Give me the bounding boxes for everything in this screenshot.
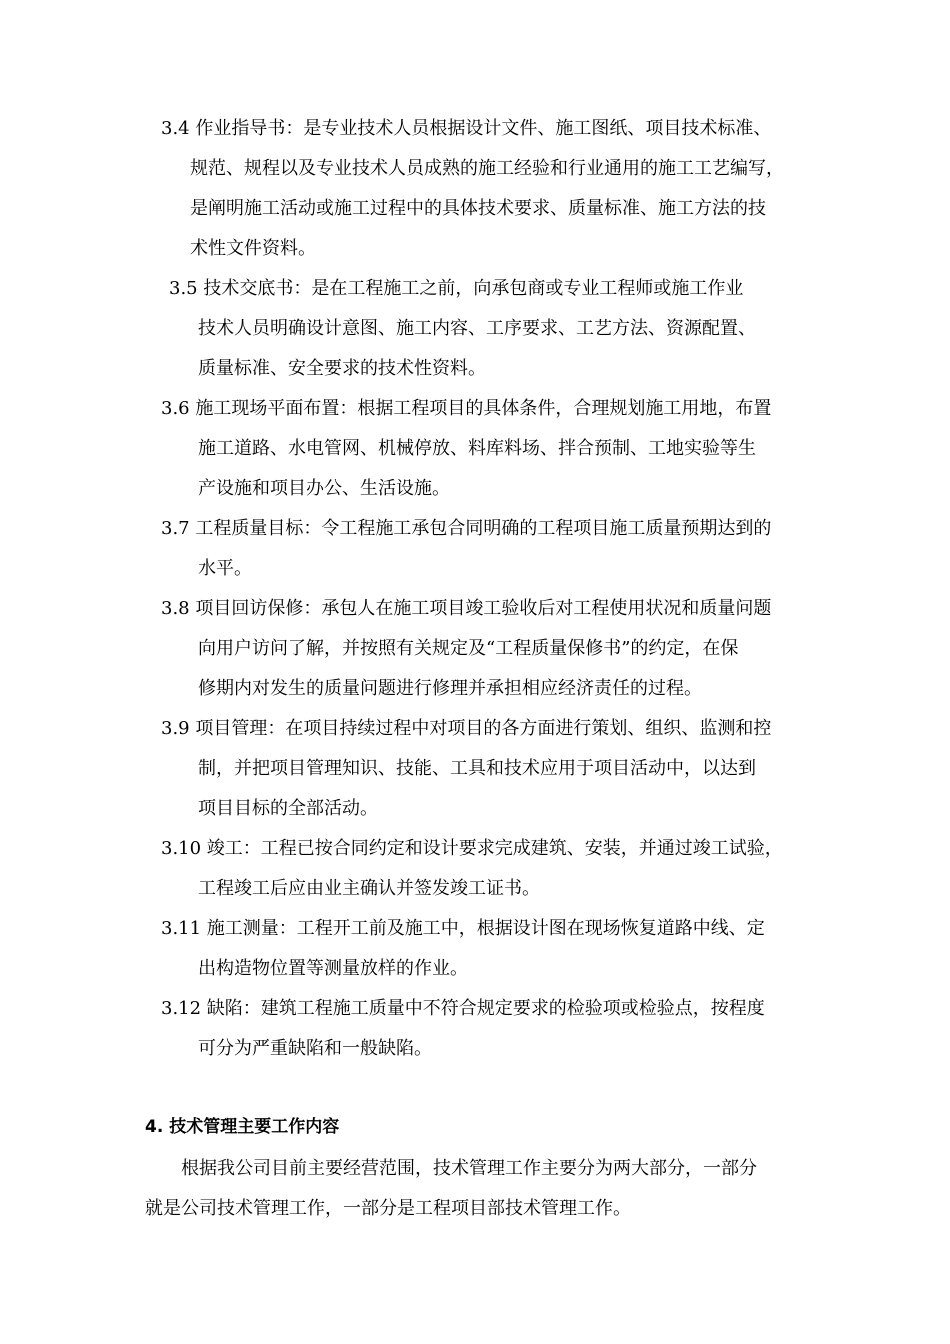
definition-3-4-line-2: 规范、规程以及专业技术人员成熟的施工经验和行业通用的施工工艺编写， bbox=[190, 158, 784, 179]
definition-3-5-line-3: 质量标准、安全要求的技术性资料。 bbox=[198, 358, 486, 379]
definition-3-6-line-1: 3.6 施工现场平面布置：根据工程项目的具体条件，合理规划施工用地，布置 bbox=[161, 398, 772, 419]
definition-3-6-line-2: 施工道路、水电管网、机械停放、料库料场、拌合预制、工地实验等生 bbox=[198, 438, 756, 459]
definition-3-10-line-2: 工程竣工后应由业主确认并签发竣工证书。 bbox=[198, 878, 540, 899]
definition-3-4-line-4: 术性文件资料。 bbox=[190, 238, 316, 259]
definition-3-4-line-3: 是阐明施工活动或施工过程中的具体技术要求、质量标准、施工方法的技 bbox=[190, 198, 766, 219]
definition-3-7-line-1: 3.7 工程质量目标：令工程施工承包合同明确的工程项目施工质量预期达到的 bbox=[161, 518, 772, 539]
definition-3-6-line-3: 产设施和项目办公、生活设施。 bbox=[198, 478, 450, 499]
definition-3-11-line-1: 3.11 施工测量：工程开工前及施工中，根据设计图在现场恢复道路中线、定 bbox=[161, 918, 765, 939]
definition-3-10-line-1: 3.10 竣工：工程已按合同约定和设计要求完成建筑、安装，并通过竣工试验， bbox=[161, 838, 783, 859]
definition-3-8-line-2: 向用户访问了解，并按照有关规定及“工程质量保修书”的约定，在保 bbox=[198, 638, 739, 659]
definition-3-9-line-3: 项目目标的全部活动。 bbox=[198, 798, 378, 819]
definition-3-9-line-1: 3.9 项目管理：在项目持续过程中对项目的各方面进行策划、组织、监测和控 bbox=[161, 718, 772, 739]
definition-3-11-line-2: 出构造物位置等测量放样的作业。 bbox=[198, 958, 468, 979]
section-4-paragraph-line-2: 就是公司技术管理工作，一部分是工程项目部技术管理工作。 bbox=[145, 1198, 631, 1219]
definition-3-12-line-1: 3.12 缺陷：建筑工程施工质量中不符合规定要求的检验项或检验点，按程度 bbox=[161, 998, 765, 1019]
definition-3-8-line-3: 修期内对发生的质量问题进行修理并承担相应经济责任的过程。 bbox=[198, 678, 702, 699]
definition-3-5-line-1: 3.5 技术交底书：是在工程施工之前，向承包商或专业工程师或施工作业 bbox=[169, 278, 744, 299]
definition-3-8-line-1: 3.8 项目回访保修：承包人在施工项目竣工验收后对工程使用状况和质量问题 bbox=[161, 598, 772, 619]
section-4-heading: 4. 技术管理主要工作内容 bbox=[145, 1117, 340, 1137]
definition-3-12-line-2: 可分为严重缺陷和一般缺陷。 bbox=[198, 1038, 432, 1059]
definition-3-5-line-2: 技术人员明确设计意图、施工内容、工序要求、工艺方法、资源配置、 bbox=[198, 318, 756, 339]
definition-3-9-line-2: 制，并把项目管理知识、技能、工具和技术应用于项目活动中，以达到 bbox=[198, 758, 756, 779]
definition-3-7-line-2: 水平。 bbox=[198, 558, 252, 579]
section-4-paragraph-line-1: 根据我公司目前主要经营范围，技术管理工作主要分为两大部分，一部分 bbox=[181, 1158, 757, 1179]
definition-3-4-line-1: 3.4 作业指导书：是专业技术人员根据设计文件、施工图纸、项目技术标准、 bbox=[161, 118, 772, 139]
